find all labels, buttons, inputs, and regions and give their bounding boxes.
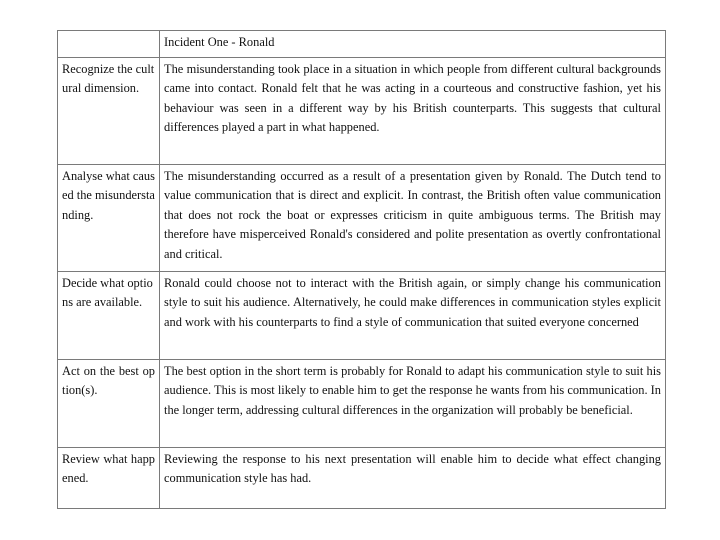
step-description: Reviewing the response to his next presentation will enable him to decide what effect changing communication style has had. [160, 447, 666, 508]
incident-title: Incident One - Ronald [160, 31, 666, 58]
step-label: Decide what options are available. [58, 271, 160, 359]
table-row [58, 57, 666, 164]
step-label: Review what happened. [58, 447, 160, 508]
step-description: Ronald could choose not to interact with the British again, or simply change his communication style to suit his audience. Alternatively, he could make differences in communication styles explicit and work with his counterparts to find a style of communication that suited everyone concerned [160, 271, 666, 359]
step-label: Act on the best option(s). [58, 359, 160, 447]
step-label: Recognize the cultural dimension. [58, 57, 160, 164]
table-row [58, 271, 666, 359]
table-row [58, 359, 666, 447]
header-label-cell [58, 31, 160, 58]
step-description: The misunderstanding took place in a situation in which people from different cultural backgrounds came into contact. Ronald felt that he was acting in a courteous and constructive fashion, yet his behaviour was seen in a different way by his British counterparts. This suggests that cultural differences played a part in what happened. [160, 57, 666, 164]
table-row [58, 447, 666, 508]
step-description: The best option in the short term is probably for Ronald to adapt his communication style to suit his audience. This is most likely to enable him to get the response he wants from his communication. In the longer term, addressing cultural differences in the organization will probably be beneficial. [160, 359, 666, 447]
step-description: The misunderstanding occurred as a result of a presentation given by Ronald. The Dutch tend to value communication that is direct and explicit. In contrast, the British often value communication that does not rock the boat or expresses criticism in quite ambiguous terms. The British may therefore have misperceived Ronald's considered and polite presentation as overtly confrontational and critical. [160, 164, 666, 271]
step-label: Analyse what caused the misunderstanding. [58, 164, 160, 271]
table-header-row [58, 31, 666, 58]
incident-analysis-table [57, 30, 666, 509]
table-row [58, 164, 666, 271]
